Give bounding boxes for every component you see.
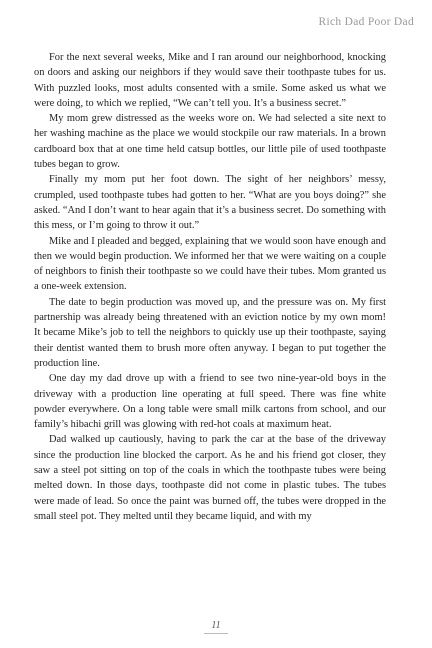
page-number: 11 [211, 620, 221, 631]
paragraph: Finally my mom put her foot down. The sight of her neighbors’ messy, crumpled, used toothpaste tubes had gotten to her. “What are you boys doing?” she asked. “And I don’t want to hear again that it’s a business secret. Do something with this mess, or I’m going to throw it out.” [34, 174, 386, 232]
paragraph: One day my dad drove up with a friend to see two nine-year-old boys in the driveway with a production line operating at full speed. There was fine white powder everywhere. On a long table were small milk cartons from school, and our family’s hibachi grill was glowing with red-hot coals at maximum heat. [34, 373, 386, 431]
body-text [34, 50, 386, 524]
paragraph: The date to begin production was moved up, and the pressure was on. My first partnership was already being threatened with an eviction notice by my own mom! It became Mike’s job to tell the neighbors to quickly use up their toothpaste, saying their dentist wanted them to brush more often anyway. I began to put together the production line. [34, 296, 386, 369]
running-header: Rich Dad Poor Dad [318, 16, 414, 28]
paragraph: My mom grew distressed as the weeks wore on. We had selected a site next to her washing machine as the place we would stockpile our raw materials. In a brown cardboard box that at one time held catsup bottles, our little pile of used toothpaste tubes began to grow. [34, 113, 386, 171]
page-number-rule [204, 633, 228, 634]
paragraph: Dad walked up cautiously, having to park the car at the base of the driveway since the production line blocked the carport. As he and his friend got closer, they saw a steel pot sitting on top of the coals in which the toothpaste tubes were being melted down. In those days, toothpaste did not come in plastic tubes. The tubes were made of lead. So once the paint was burned off, the tubes were dropped in the small steel pot. They melted until they became liquid, and with my [34, 434, 386, 522]
paragraph: Mike and I pleaded and begged, explaining that we would soon have enough and then we would begin production. We informed her that we were waiting on a couple of neighbors to finish their toothpaste so we could have their tubes. Mom granted us a one-week extension. [34, 235, 386, 293]
paragraph: For the next several weeks, Mike and I ran around our neighborhood, knocking on doors and asking our neighbors if they would save their toothpaste tubes for us. With puzzled looks, most adults consented with a smile. Some asked us what we were doing, to which we replied, “We can’t tell you. It’s a business secret.” [34, 52, 386, 109]
